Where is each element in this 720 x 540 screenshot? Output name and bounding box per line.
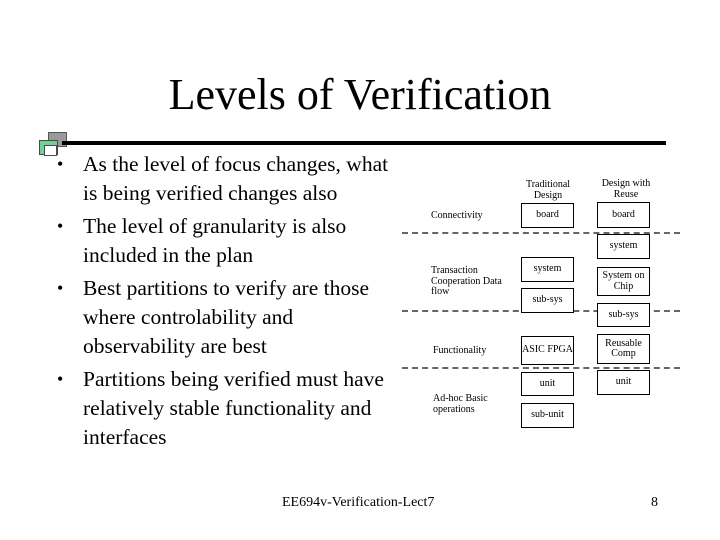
- level-label-transaction: Transaction Cooperation Data flow: [431, 265, 502, 297]
- bullet-item: [56, 274, 396, 361]
- traditional-box-sub-sys: sub-sys: [521, 288, 574, 313]
- footer-text: EE694v-Verification-Lect7: [282, 495, 435, 510]
- bullet-list: [56, 150, 396, 456]
- reuse-box-unit: unit: [597, 370, 650, 395]
- traditional-box-unit: unit: [521, 372, 574, 396]
- reuse-box-system: system: [597, 234, 650, 259]
- level-label-adhoc: Ad-hoc Basic operations: [433, 393, 488, 415]
- bullet-item: [56, 212, 396, 270]
- verification-levels-diagram: [400, 170, 680, 440]
- level-label-functionality: Functionality: [433, 345, 487, 356]
- traditional-box-board: board: [521, 203, 574, 228]
- bullet-dot-icon: •: [57, 154, 64, 174]
- page-number: 8: [651, 495, 658, 510]
- traditional-box-asic-fpga: ASIC FPGA: [521, 336, 574, 365]
- reuse-box-board: board: [597, 202, 650, 228]
- bullet-text: Partitions being verified must have relatively stable functionality and interfaces: [83, 367, 384, 449]
- slide-title: Levels of Verification: [168, 70, 552, 119]
- reuse-box-reusable-comp: Reusable Comp: [597, 334, 650, 364]
- reuse-box-system-on-chip: System on Chip: [597, 267, 650, 296]
- bullet-text: Best partitions to verify are those where controlability and observability are best: [83, 276, 369, 358]
- level-separator: [402, 367, 680, 369]
- bullet-dot-icon: •: [57, 369, 64, 389]
- bullet-item: [56, 150, 396, 208]
- reuse-box-sub-sys: sub-sys: [597, 303, 650, 327]
- bullet-text: The level of granularity is also included in the plan: [83, 214, 347, 267]
- column-header-traditional: Traditional Design: [525, 179, 571, 201]
- title-divider: [62, 141, 666, 145]
- level-label-connectivity: Connectivity: [431, 210, 483, 221]
- traditional-box-system: system: [521, 257, 574, 282]
- bullet-item: [56, 365, 396, 452]
- traditional-box-sub-unit: sub-unit: [521, 403, 574, 428]
- bullet-dot-icon: •: [57, 278, 64, 298]
- column-header-reuse: Design with Reuse: [601, 178, 651, 200]
- bullet-text: As the level of focus changes, what is being verified changes also: [83, 152, 389, 205]
- bullet-dot-icon: •: [57, 216, 64, 236]
